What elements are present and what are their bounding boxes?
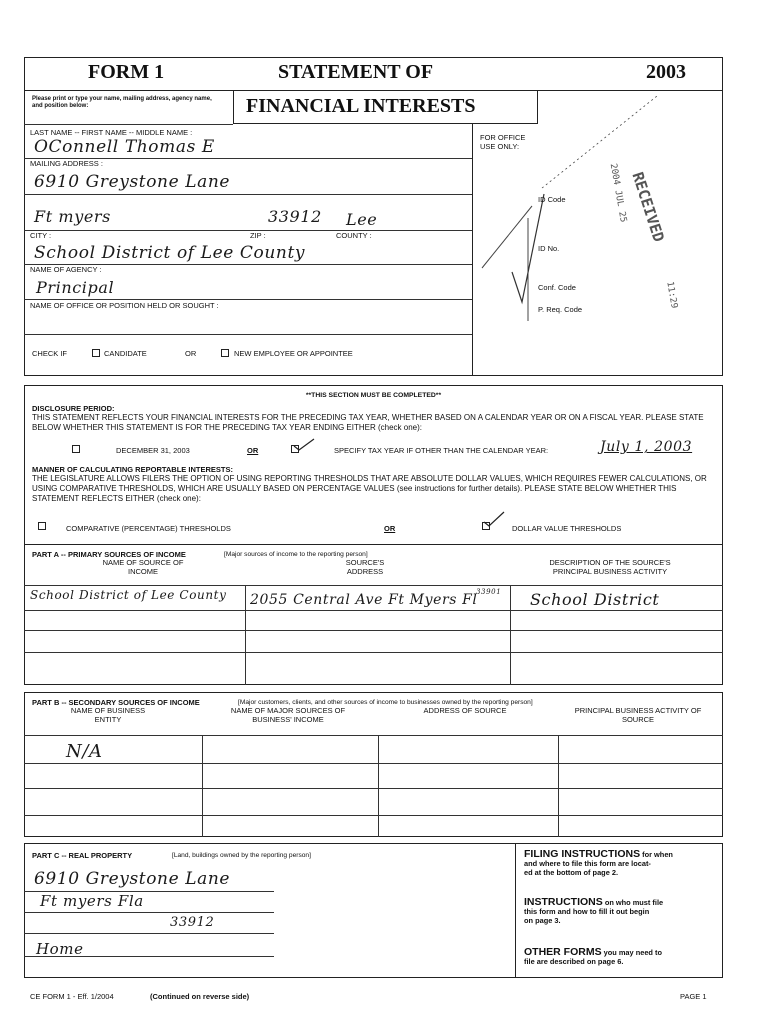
title-line2: FINANCIAL INTERESTS — [246, 95, 476, 117]
other-text2: file are described on page 6. — [524, 957, 624, 966]
manner-label: MANNER OF CALCULATING REPORTABLE INTERESTS: — [32, 465, 233, 474]
street-value[interactable]: 6910 Greystone Lane — [34, 172, 231, 192]
form-year: 2003 — [646, 61, 686, 83]
who-must-file — [524, 898, 720, 925]
dec31-label: DECEMBER 31, 2003 — [116, 446, 190, 455]
diag-line — [482, 206, 532, 268]
footer-continued: (Continued on reverse side) — [150, 992, 250, 1001]
part-b-div2 — [378, 735, 379, 837]
part-c-line4[interactable]: Home — [36, 940, 84, 958]
part-c-line3[interactable]: 33912 — [170, 915, 215, 930]
part-c-line1[interactable]: 6910 Greystone Lane — [34, 869, 231, 889]
rule-office — [24, 299, 472, 300]
part-b-rule1 — [24, 763, 723, 764]
part-a-rule2 — [24, 630, 723, 631]
filing-text1: for when — [642, 850, 673, 859]
specify-check-icon — [292, 438, 316, 454]
city-label: CITY : — [30, 231, 52, 240]
office-use-marks — [472, 96, 722, 376]
title-line1: STATEMENT OF — [278, 61, 434, 83]
id-no-label: ID No. — [538, 244, 560, 253]
footer-page: PAGE 1 — [680, 992, 707, 1001]
part-a-row1-address-sup: 33901 — [476, 588, 502, 596]
comparative-checkbox[interactable] — [38, 522, 46, 530]
part-b-subtitle: [Major customers, clients, and other sources of income to businesses owned by the reporting person] — [238, 699, 533, 706]
county-label: COUNTY : — [336, 231, 372, 240]
rule-check — [24, 334, 472, 335]
identity-top-rule — [24, 124, 233, 125]
part-c-divider — [515, 843, 516, 978]
part-a-col1: NAME OF SOURCE OF INCOME — [102, 558, 184, 576]
new-employee-label: NEW EMPLOYEE OR APPOINTEE — [234, 349, 353, 358]
part-b-col1: NAME OF BUSINESS ENTITY — [70, 706, 146, 724]
part-a-row1-address[interactable]: 2055 Central Ave Ft Myers Fl — [250, 592, 478, 608]
rule-city — [24, 230, 472, 231]
zip-label: ZIP : — [250, 231, 266, 240]
part-a-div1 — [245, 585, 246, 685]
part-a-div2 — [510, 585, 511, 685]
conf-code-label: Conf. Code — [538, 283, 576, 292]
filing-text3: ed at the bottom of page 2. — [524, 868, 619, 877]
office-use-label-2: USE ONLY: — [480, 142, 520, 151]
filing-instructions — [524, 850, 720, 877]
part-b-rule2 — [24, 788, 723, 789]
candidate-label: CANDIDATE — [104, 349, 147, 358]
period-text: THIS STATEMENT REFLECTS YOUR FINANCIAL INTERESTS FOR THE PRECEDING TAX YEAR, WHETHER BASED ON A CALENDAR YEAR OR ON A FISCAL YEAR. PLEASE STATE BELOW WHETHER THIS STATEMENT IS FOR THE PRECEDING TAX YEAR ENDING EITHER (check one): — [32, 413, 704, 432]
other-text1: you may need to — [603, 948, 662, 957]
check-if-label: CHECK IF — [32, 349, 68, 358]
manner-text: THE LEGISLATURE ALLOWS FILERS THE OPTION OF USING REPORTING THRESHOLDS THAT ARE ABSOLUTE DOLLAR VALUES, WHICH REQUIRES FEWER CALCULATIONS, OR USING COMPARATIVE THRESHOLDS, WHICH ARE USUALLY BASED ON PERCENTAGE VALUES (see instructions for further details). PLEASE STATE BELOW WHETHER THIS STATEMENT REFLECTS EITHER (check one): — [32, 474, 707, 503]
office-label: NAME OF OFFICE OR POSITION HELD OR SOUGHT : — [30, 301, 219, 310]
print-note: Please print or type your name, mailing address, agency name, and position below: — [32, 96, 212, 109]
instr-head: INSTRUCTIONS — [524, 896, 603, 908]
county-value[interactable]: Lee — [346, 210, 378, 229]
dollar-label: DOLLAR VALUE THRESHOLDS — [512, 524, 622, 533]
part-a-title: PART A -- PRIMARY SOURCES OF INCOME — [32, 550, 186, 559]
form-label: FORM 1 — [88, 61, 165, 83]
part-b-div1 — [202, 735, 203, 837]
or-label: OR — [185, 349, 197, 358]
footer-form-id: CE FORM 1 - Eff. 1/2004 — [30, 992, 114, 1001]
new-employee-checkbox[interactable] — [221, 349, 229, 357]
period-label: DISCLOSURE PERIOD: — [32, 404, 115, 413]
part-b-row1-entity[interactable]: N/A — [66, 741, 103, 762]
agency-value[interactable]: School District of Lee County — [34, 243, 306, 263]
part-b-rule3 — [24, 815, 723, 816]
part-a-row1-name[interactable]: School District of Lee County — [30, 588, 227, 602]
office-value[interactable]: Principal — [36, 278, 115, 297]
city-value[interactable]: Ft myers — [34, 207, 111, 226]
part-b-div3 — [558, 735, 559, 837]
candidate-checkbox[interactable] — [92, 349, 100, 357]
instr-text2: this form and how to fill it out begin — [524, 907, 650, 916]
received-stamp: RECEIVED — [628, 169, 668, 245]
part-a-rule0 — [24, 585, 723, 586]
office-use-label-1: FOR OFFICE — [480, 133, 526, 142]
comparative-label: COMPARATIVE (PERCENTAGE) THRESHOLDS — [66, 524, 231, 533]
part-b-col3: ADDRESS OF SOURCE — [423, 706, 507, 715]
other-head: OTHER FORMS — [524, 946, 602, 958]
part-b-col2: NAME OF MAJOR SOURCES OF BUSINESS' INCOME — [230, 706, 346, 724]
agency-label: NAME OF AGENCY : — [30, 265, 102, 274]
name-value[interactable]: OConnell Thomas E — [34, 137, 215, 157]
part-a-col3: DESCRIPTION OF THE SOURCE'S PRINCIPAL BUSINESS ACTIVITY — [549, 558, 671, 576]
dec31-checkbox[interactable] — [72, 445, 80, 453]
p-req-code-label: P. Req. Code — [538, 305, 583, 314]
part-c-rule3 — [24, 933, 274, 934]
part-a-subtitle: [Major sources of income to the reporting person] — [224, 551, 368, 558]
part-b-rule0 — [24, 735, 723, 736]
name-label: LAST NAME -- FIRST NAME -- MIDDLE NAME : — [30, 128, 193, 137]
mailing-label: MAILING ADDRESS : — [30, 159, 103, 168]
part-c-rule4 — [24, 956, 274, 957]
filing-head: FILING INSTRUCTIONS — [524, 848, 641, 860]
part-a-rule3 — [24, 652, 723, 653]
dollar-check-icon — [482, 510, 506, 530]
part-b-title: PART B -- SECONDARY SOURCES OF INCOME — [32, 698, 200, 707]
specify-value[interactable]: July 1, 2003 — [600, 439, 693, 455]
part-b-col4: PRINCIPAL BUSINESS ACTIVITY OF SOURCE — [574, 706, 702, 724]
or-period: OR — [247, 446, 259, 455]
part-a-col2: SOURCE'S ADDRESS — [345, 558, 385, 576]
part-c-subtitle: [Land, buildings owned by the reporting person] — [172, 852, 311, 859]
stamp-time: 11:29 — [664, 280, 679, 310]
zip-value[interactable]: 33912 — [268, 207, 322, 226]
part-c-title: PART C -- REAL PROPERTY — [32, 851, 133, 860]
part-a-row1-activity[interactable]: School District — [530, 590, 660, 609]
rule-street — [24, 194, 472, 195]
part-a-rule1 — [24, 610, 723, 611]
instr-text1: on who must file — [604, 898, 664, 907]
part-c-line2[interactable]: Ft myers Fla — [40, 892, 144, 910]
or-manner: OR — [384, 524, 396, 533]
stamp-date: 2004 JUL 25 — [607, 162, 628, 224]
id-code-label: ID Code — [538, 195, 566, 204]
specify-label: SPECIFY TAX YEAR IF OTHER THAN THE CALENDAR YEAR: — [334, 446, 549, 455]
other-forms — [524, 948, 720, 966]
must-complete-note: **THIS SECTION MUST BE COMPLETED** — [305, 392, 442, 399]
instr-text3: on page 3. — [524, 916, 561, 925]
filing-text2: and where to file this form are locat- — [524, 859, 651, 868]
part-c-rule2 — [24, 912, 274, 913]
